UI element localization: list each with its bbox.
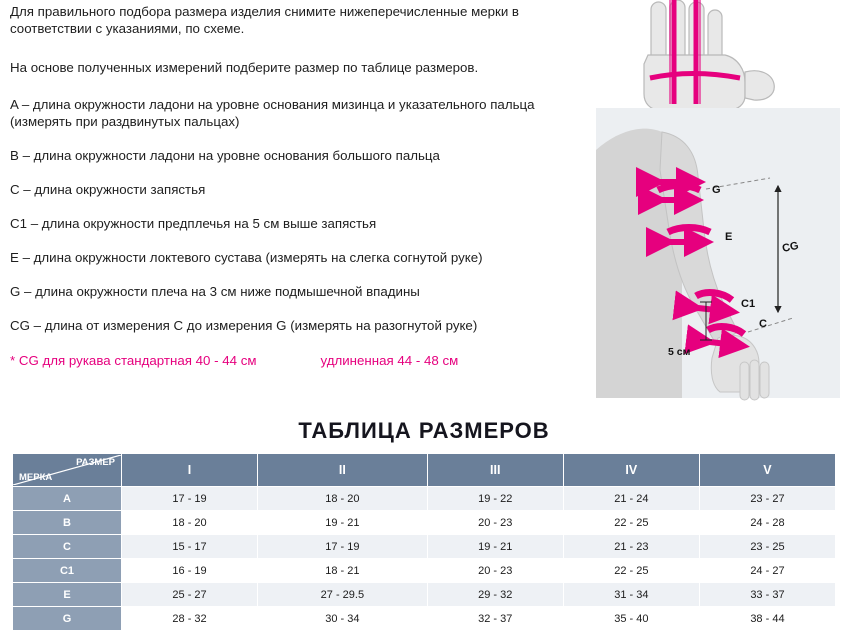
cell-b-4: 22 - 25 [563,511,699,535]
cell-c1-1: 16 - 19 [122,559,258,583]
row-label-e: E [13,583,122,607]
cell-c1-4: 22 - 25 [563,559,699,583]
measurement-item-cg: CG – длина от измерения C до измерения G (измерять на разогнутой руке) [10,318,478,333]
cell-g-4: 35 - 40 [563,607,699,631]
label-C1: C1 [741,298,756,310]
table-row [13,559,836,583]
cell-a-5: 23 - 27 [699,487,835,511]
size-column-header-3: III [427,454,563,487]
label-C: C [759,318,767,330]
size-column-header-1: I [122,454,258,487]
cell-b-2: 19 - 21 [258,511,428,535]
cell-g-3: 32 - 37 [427,607,563,631]
hand-illustration [644,0,774,110]
cell-e-4: 31 - 34 [563,583,699,607]
corner-size-label: РАЗМЕР [76,457,115,468]
cell-a-3: 19 - 22 [427,487,563,511]
label-CG: CG [781,239,800,255]
cell-c-3: 19 - 21 [427,535,563,559]
row-label-b: B [13,511,122,535]
cell-b-1: 18 - 20 [122,511,258,535]
row-label-c1: C1 [13,559,122,583]
table-row [13,535,836,559]
sleeve-length-note [10,351,585,368]
cell-c1-3: 20 - 23 [427,559,563,583]
cell-g-5: 38 - 44 [699,607,835,631]
cell-a-2: 18 - 20 [258,487,428,511]
instructions-column [10,0,585,368]
table-row [13,511,836,535]
size-column-header-4: IV [563,454,699,487]
intro-paragraph-1: Для правильного подбора размера изделия снимите нижеперечисленные мерки в соответствии с указаниями, по схеме. [10,4,520,36]
table-row [13,607,836,631]
cell-b-3: 20 - 23 [427,511,563,535]
cell-c-4: 21 - 23 [563,535,699,559]
table-row [13,583,836,607]
cell-e-1: 25 - 27 [122,583,258,607]
cell-e-2: 27 - 29.5 [258,583,428,607]
note-standard-text: * CG для рукава стандартная 40 - 44 см [10,353,257,368]
cell-a-1: 17 - 19 [122,487,258,511]
table-row [13,487,836,511]
measurement-item-a: A – длина окружности ладони на уровне основания мизинца и указательного пальца (измерять при раздвинутых пальцах) [10,97,535,129]
cell-c-2: 17 - 19 [258,535,428,559]
measurement-item-e: E – длина окружности локтевого сустава (измерять на слегка согнутой руке) [10,250,483,265]
cell-g-1: 28 - 32 [122,607,258,631]
cell-e-5: 33 - 37 [699,583,835,607]
note-extended-text: удлиненная 44 - 48 см [320,353,459,368]
corner-measure-label: МЕРКА [19,472,53,483]
cell-a-4: 21 - 24 [563,487,699,511]
cell-g-2: 30 - 34 [258,607,428,631]
arm-illustration [596,108,840,400]
row-label-g: G [13,607,122,631]
cell-c-5: 23 - 25 [699,535,835,559]
table-title: ТАБЛИЦА РАЗМЕРОВ [298,418,550,443]
measurement-item-g: G – длина окружности плеча на 3 см ниже подмышечной впадины [10,284,420,299]
size-table-header-row [13,454,836,487]
cell-c-1: 15 - 17 [122,535,258,559]
table-corner-cell [13,454,122,487]
measurement-item-c1: C1 – длина окружности предплечья на 5 см выше запястья [10,216,377,231]
measurement-item-c: C – длина окружности запястья [10,182,206,197]
cell-e-3: 29 - 32 [427,583,563,607]
label-E: E [725,231,733,243]
measurement-diagram [588,0,848,405]
cell-c1-2: 18 - 21 [258,559,428,583]
cell-c1-5: 24 - 27 [699,559,835,583]
size-table-head [13,454,836,487]
intro-paragraph-2: На основе полученных измерений подберите размер по таблице размеров. [10,60,479,75]
label-scale: 5 см [668,346,691,358]
size-column-header-5: V [699,454,835,487]
size-column-header-2: II [258,454,428,487]
row-label-c: C [13,535,122,559]
label-G: G [712,184,721,196]
size-table [12,453,836,631]
row-label-a: A [13,487,122,511]
measurement-item-b: B – длина окружности ладони на уровне основания большого пальца [10,148,440,163]
cell-b-5: 24 - 28 [699,511,835,535]
size-table-body [13,487,836,631]
